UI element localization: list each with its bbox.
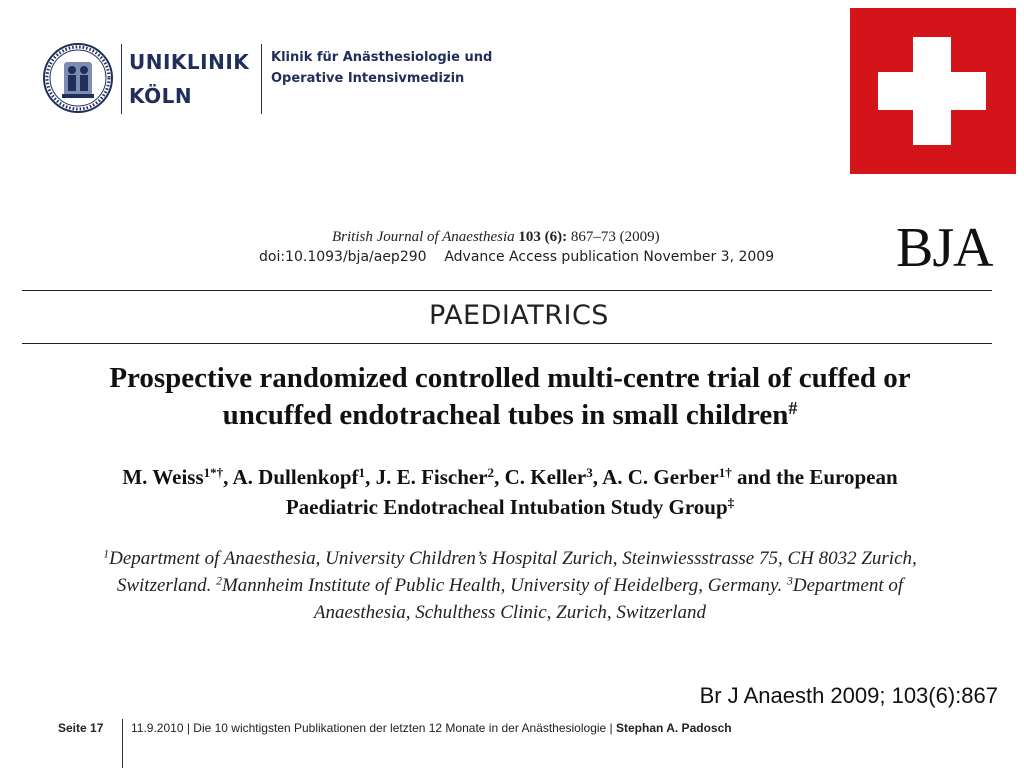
paper-title-line2: uncuffed endotracheal tubes in small children xyxy=(222,399,789,431)
affiliation-mark: 1 xyxy=(103,547,110,561)
author-name: A. Dullenkopf xyxy=(232,465,359,489)
author-name: M. Weiss xyxy=(122,465,204,489)
author-affiliation-mark: 1*† xyxy=(203,464,224,480)
university-name-line2: KÖLN xyxy=(129,84,193,108)
author-line1 xyxy=(122,465,897,489)
affiliation-1: Department of Anaesthesia, University Children’s Hospital Zurich, Steinwiessstrasse 75, CH 8032 Zurich, xyxy=(109,548,917,569)
clinic-name-line1: Klinik für Anästhesiologie und xyxy=(271,50,493,65)
bja-logo: BJA xyxy=(896,217,993,279)
flag-cross-horizontal xyxy=(878,72,986,110)
author-group-mark: ‡ xyxy=(727,494,735,510)
university-name-line1: UNIKLINIK xyxy=(129,50,250,74)
affiliation-3-start: Department of xyxy=(792,575,904,596)
university-seal-icon xyxy=(42,42,114,114)
affiliation-mark: 2 xyxy=(216,574,222,588)
logo-divider xyxy=(261,44,262,114)
author-separator: , xyxy=(365,465,376,489)
author-separator: and the European xyxy=(731,465,898,489)
citation: Br J Anaesth 2009; 103(6):867 xyxy=(699,683,998,708)
author-separator: , xyxy=(223,465,233,489)
slide-page-number: Seite 17 xyxy=(58,721,104,735)
footer-description: 11.9.2010 | Die 10 wichtigsten Publikationen der letzten 12 Monate in der Anästhesiologie | xyxy=(131,721,616,735)
author-name: C. Keller xyxy=(504,465,587,489)
paper-title-line1: Prospective randomized controlled multi-centre trial of cuffed or xyxy=(109,362,911,394)
author-separator: , xyxy=(494,465,505,489)
rule-top xyxy=(22,290,992,291)
doi-line: doi:10.1093/bja/aep290 Advance Access publication November 3, 2009 xyxy=(259,249,775,265)
author-group: Paediatric Endotracheal Intubation Study Group xyxy=(285,495,728,519)
author-name: A. C. Gerber xyxy=(602,465,719,489)
section-heading: PAEDIATRICS xyxy=(429,300,609,331)
rule-bottom xyxy=(22,343,992,344)
footer-info xyxy=(131,721,732,735)
author-affiliation-mark: 1† xyxy=(718,464,732,480)
logo-divider xyxy=(121,44,122,114)
author-separator: , xyxy=(592,465,603,489)
author-list xyxy=(20,462,1000,522)
title-footnote-mark: # xyxy=(788,398,798,419)
affiliations xyxy=(20,545,1000,626)
author-affiliation-mark: 3 xyxy=(586,464,593,480)
affiliation-3: Anaesthesia, Schulthess Clinic, Zurich, Switzerland xyxy=(313,602,707,623)
journal-name: British Journal of Anaesthesia xyxy=(332,229,515,245)
author-name: J. E. Fischer xyxy=(375,465,488,489)
journal-reference xyxy=(332,229,660,246)
affiliation-2: Mannheim Institute of Public Health, University of Heidelberg, Germany. xyxy=(221,575,787,596)
affiliation-mark: 3 xyxy=(786,574,793,588)
journal-volume: 103 (6): xyxy=(518,229,568,245)
footer-divider xyxy=(122,719,123,768)
clinic-name-line2: Operative Intensivmedizin xyxy=(271,71,465,86)
footer-author: Stephan A. Padosch xyxy=(616,721,732,735)
paper-title xyxy=(20,360,1000,434)
author-affiliation-mark: 2 xyxy=(487,464,495,480)
author-affiliation-mark: 1 xyxy=(358,464,366,480)
affiliation-1-country: Switzerland. xyxy=(116,575,217,596)
journal-pages: 867–73 (2009) xyxy=(570,229,660,245)
